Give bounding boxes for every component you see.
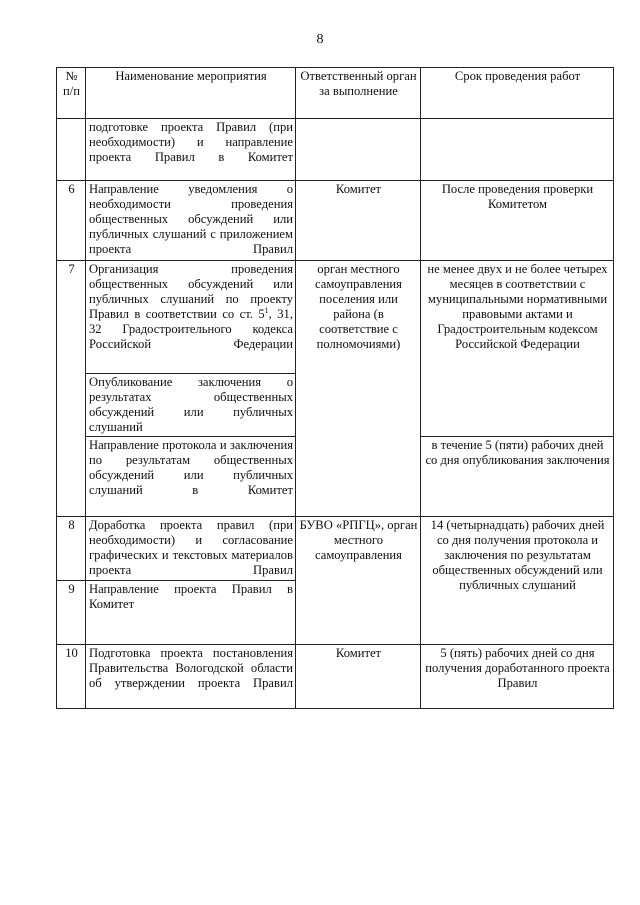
work-plan-table [56,67,614,709]
table-row [57,261,614,374]
row10-responsible: Комитет [296,645,421,709]
row9-event: Направление проекта Правил в Комитет [86,581,296,645]
row8-deadline: 14 (четырнадцать) рабочих дней со дня получения протокола и заключения по результатам общественных обсуждений или публичных слушаний [421,517,614,645]
table-row [57,119,614,181]
table-header-row [57,68,614,119]
row10-deadline: 5 (пять) рабочих дней со дня получения доработанного проекта Правил [421,645,614,709]
row10-event: Подготовка проекта постановления Правительства Вологодской области об утверждении проекта Правил [86,645,296,709]
row6-responsible: Комитет [296,181,421,261]
row8-event: Доработка проекта правил (при необходимости) и согласование графических и текстовых материалов проекта Правил [86,517,296,581]
row7-event-organization: Организация проведения общественных обсуждений или публичных слушаний по проекту Правил в соответствии со ст. $5^1$, 31, 32 Градостроительного кодекса Российской Федерации [86,261,296,374]
row7-responsible: орган местного самоуправления поселения или района (в соответствие с полномочиями) [296,261,421,517]
row8-responsible: БУВО «РПГЦ», орган местного самоуправления [296,517,421,645]
row7-event-publication: Опубликование заключения о результатах общественных обсуждений или публичных слушаний [86,374,296,437]
row7-event-sending: Направление протокола и заключения по результатам общественных обсуждений или публичных слушаний в Комитет [86,437,296,517]
row7-num: 7 [57,261,86,517]
page-number: 8 [316,32,324,47]
table-row [57,517,614,581]
row10-num: 10 [57,645,86,709]
row9-num: 9 [57,581,86,645]
row6-event: Направление уведомления о необходимости проведения общественных обсуждений или публичных слушаний с приложением проекта Правил [86,181,296,261]
header-deadline: Срок проведения работ [421,68,614,119]
header-num: № п/п [57,68,86,119]
row7-deadline-main: не менее двух и не более четырех месяцев в соответствии с муниципальными нормативными правовыми актами и Градостроительным кодексом Российской Федерации [421,261,614,437]
row8-num: 8 [57,517,86,581]
row7-deadline-sending: в течение 5 (пяти) рабочих дней со дня опубликования заключения [421,437,614,517]
header-event: Наименование мероприятия [86,68,296,119]
table-row [57,181,614,261]
row6-num: 6 [57,181,86,261]
header-responsible: Ответственный орган за выполнение [296,68,421,119]
table-row [57,645,614,709]
row6-deadline: После проведения проверки Комитетом [421,181,614,261]
row-cont-event: подготовке проекта Правил (при необходимости) и направление проекта Правил в Комитет [86,119,296,181]
